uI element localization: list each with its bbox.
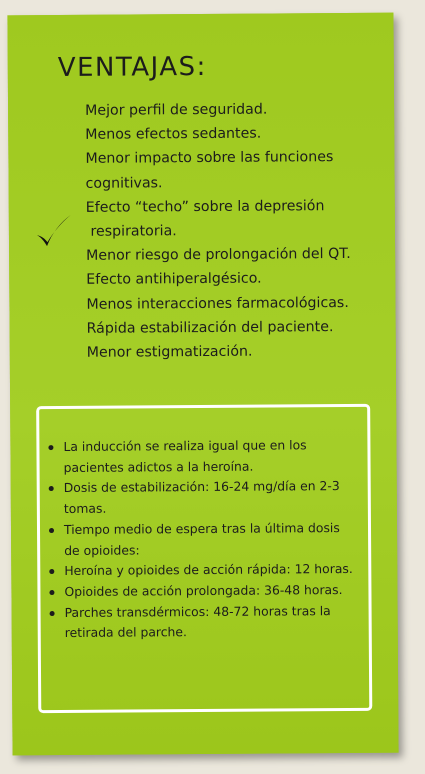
note-item-text: Dosis de estabilización: 16-24 mg/día en 2-3 tomas.: [63, 478, 340, 517]
induction-notes-list: [39, 407, 369, 644]
advantage-item: Menor impacto sobre las funciones cognitivas.: [85, 149, 338, 192]
bullet-icon: [48, 445, 53, 450]
advantage-item: Menos interacciones farmacológicas.: [86, 294, 349, 313]
checkmark-icon: [35, 213, 73, 251]
induction-notes-box: [36, 404, 372, 713]
note-item-text: La inducción se realiza igual que en los pacientes adictos a la heroína.: [63, 437, 307, 475]
bullet-icon: [49, 528, 54, 533]
bullet-icon: [49, 486, 54, 491]
sticky-note: [7, 13, 398, 756]
advantages-list: [85, 97, 392, 365]
advantage-item: Efecto antihiperalgésico.: [86, 271, 262, 289]
advantage-item: Menos efectos sedantes.: [85, 125, 262, 144]
note-item-text: Heroína y opioides de acción rápida: 12 horas.: [64, 561, 353, 579]
advantage-item: Rápida estabilización del paciente.: [86, 318, 334, 337]
advantage-item: Efecto “techo” sobre la depresión respiratoria.: [85, 197, 325, 240]
note-item-text: Opioides de acción prolongada: 36-48 horas.: [64, 581, 343, 599]
note-item: [64, 518, 358, 561]
sticky-note-surface: [7, 13, 398, 756]
note-item: [64, 580, 358, 603]
note-item: [63, 435, 357, 478]
advantage-item: Menor riesgo de prolongación del QT.: [86, 246, 351, 265]
note-item: [64, 476, 358, 519]
note-item-text: Tiempo medio de espera tras la última dosis de opioides:: [63, 519, 340, 558]
advantage-item: Menor estigmatización.: [86, 343, 253, 361]
bullet-icon: [49, 569, 54, 574]
note-item: [65, 601, 359, 644]
advantage-item: Mejor perfil de seguridad.: [85, 101, 268, 119]
note-title: VENTAJAS:: [57, 51, 207, 84]
note-item: [64, 559, 358, 582]
bullet-icon: [49, 590, 54, 595]
note-item-text: Parches transdérmicos: 48-72 horas tras la retirada del parche.: [64, 602, 331, 641]
bullet-icon: [50, 611, 55, 616]
